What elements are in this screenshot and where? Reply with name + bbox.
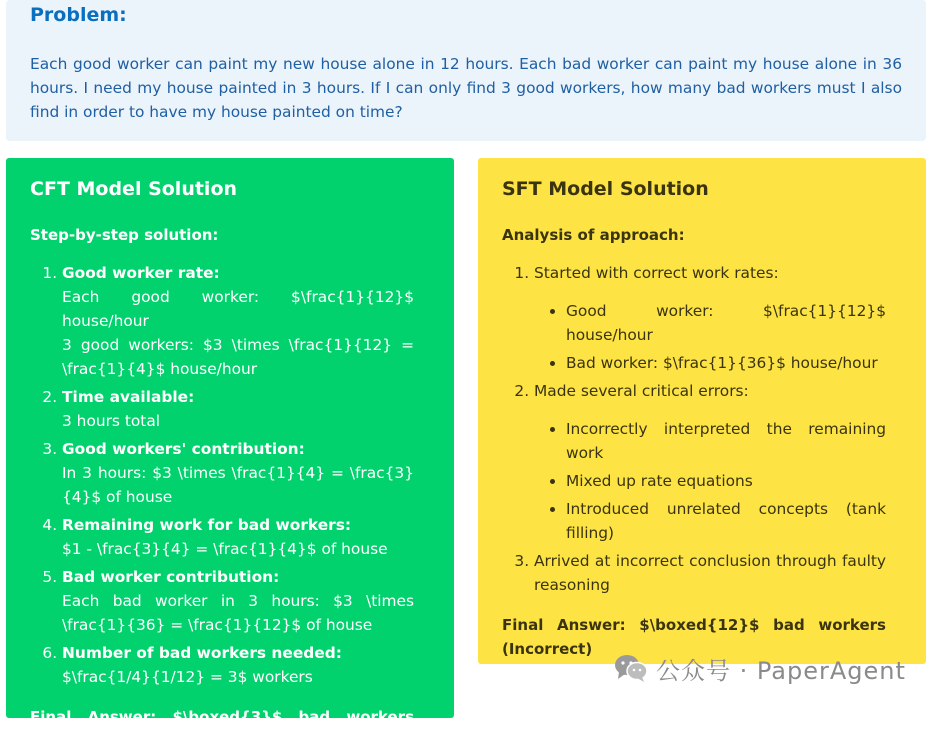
cft-step-title: Bad worker contribution: (62, 568, 280, 586)
cft-step-title: Remaining work for bad workers: (62, 516, 352, 534)
cft-step-title: Good workers' contribution: (62, 440, 305, 458)
cft-step-line: Each good worker: $\frac{1}{12}$ house/hour (62, 288, 414, 330)
cft-step-title: Number of bad workers needed: (62, 644, 342, 662)
sft-bullet-list (534, 417, 886, 545)
cft-step (62, 565, 414, 637)
cft-step (62, 437, 414, 509)
sft-title: SFT Model Solution (502, 178, 709, 200)
sft-bullet: • Good worker: $\frac{1}{12}$ house/hour (566, 299, 886, 347)
sft-step-text: Made several critical errors: (534, 382, 749, 400)
problem-text: Each good worker can paint my new house alone in 12 hours. Each bad worker can paint my house alone in 36 hours. I need my house painted in 3 hours. If I can only find 3 good workers, how many bad workers must I also find in order to have my house painted on time? (30, 55, 902, 121)
cft-steps-list (30, 261, 414, 689)
cft-step-title: Time available: (62, 388, 195, 406)
cft-step-title: Good worker rate: (62, 264, 220, 282)
sft-bullet: • Mixed up rate equations (566, 469, 886, 493)
sft-bullet-list (534, 299, 886, 375)
problem-box (6, 0, 926, 141)
sft-step (534, 549, 886, 597)
cft-step-line: $\frac{1/4}{1/12} = 3$ workers (62, 668, 313, 686)
cft-step-line: In 3 hours: $3 \times \frac{1}{4} = \frac{3}{4}$ of house (62, 464, 414, 506)
cft-section-label: Step-by-step solution: (30, 226, 219, 244)
cft-title: CFT Model Solution (30, 178, 238, 200)
watermark (614, 652, 906, 684)
cft-step-line: $1 - \frac{3}{4} = \frac{1}{4}$ of house (62, 540, 388, 558)
sft-section-label: Analysis of approach: (502, 226, 685, 244)
sft-bullet: • Introduced unrelated concepts (tank filling) (566, 497, 886, 545)
sft-final-answer: Final Answer: $\boxed{12}$ bad workers (Incorrect) (502, 616, 886, 658)
cft-solution-card (6, 158, 454, 750)
sft-bullet: • Incorrectly interpreted the remaining work (566, 417, 886, 465)
cft-step-line: 3 hours total (62, 412, 161, 430)
cft-step (62, 385, 414, 433)
wechat-icon (614, 654, 648, 682)
cft-step-line: 3 good workers: $3 \times \frac{1}{12} = \frac{1}{4}$ house/hour (62, 336, 414, 378)
sft-steps-list (502, 261, 886, 597)
sft-step-text: Started with correct work rates: (534, 264, 779, 282)
sft-step (534, 261, 886, 375)
sft-step-text: Arrived at incorrect conclusion through faulty reasoning (534, 552, 886, 594)
cft-step (62, 641, 414, 689)
cft-step-line: Each bad worker in 3 hours: $3 \times \frac{1}{36} = \frac{1}{12}$ of house (62, 592, 414, 634)
sft-bullet: • Bad worker: $\frac{1}{36}$ house/hour (566, 351, 886, 375)
watermark-text: 公众号 · PaperAgent (656, 656, 906, 685)
sft-step (534, 379, 886, 545)
cft-step (62, 513, 414, 561)
cft-step (62, 261, 414, 381)
problem-title: Problem: (30, 4, 127, 26)
sft-solution-card (478, 158, 926, 664)
cft-final-answer: Final Answer: $\boxed{3}$ bad workers (Correct) (30, 708, 414, 750)
